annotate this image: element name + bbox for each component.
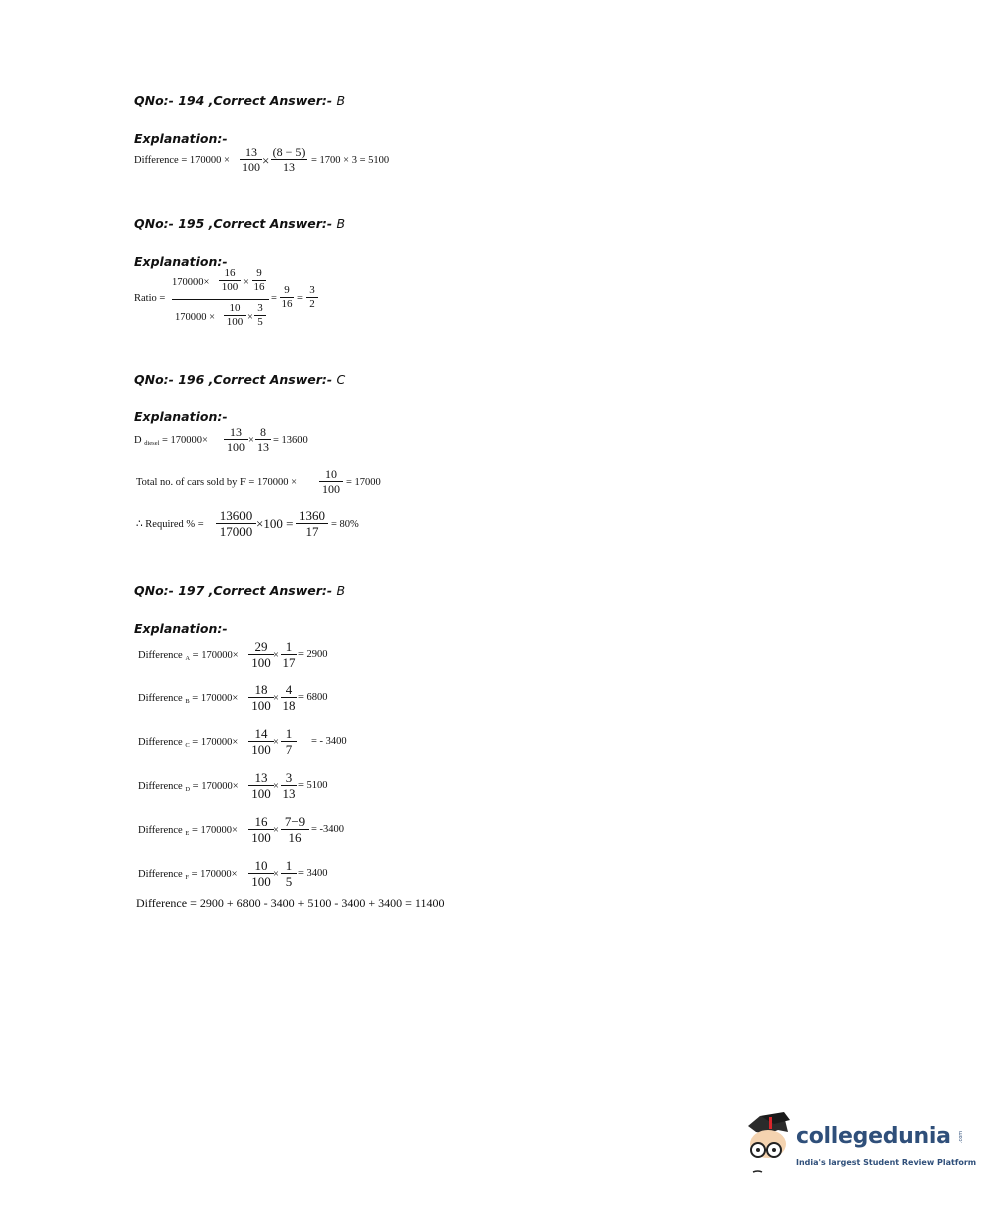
q195-top-times: × [243,277,249,288]
q197-row-fraction-1: 16 100 [248,815,274,844]
q197-row-label: Difference $_D$ = 170000× [138,781,239,793]
q194-lhs: Difference = 170000 × [134,155,230,166]
q194-fraction-2: (8 − 5) 13 [272,145,306,174]
brand-name: collegedunia [796,1124,951,1149]
q195-top-fraction-2: 9 16 [253,267,265,293]
q196-required-fraction-1: 13600 17000 [216,509,256,538]
q195-lhs: Ratio = [134,293,166,304]
question-header-197: QNo:- 197 ,Correct Answer:- B [134,583,346,598]
q197-row-fraction-1: 14 100 [248,727,274,756]
mascot-icon [748,1112,790,1172]
q197-row-fraction-1: 10 100 [248,859,274,888]
q195-top-fraction-1: 16 100 [219,268,241,293]
q194-times: × [262,153,270,168]
q197-row-fraction-2: 1 7 [281,727,297,756]
q197-row-label: Difference $_A$ = 170000× [138,650,239,662]
brand-tagline: India's largest Student Review Platform [796,1158,977,1167]
q196-required-rhs: = 80% [331,519,359,530]
q197-row-label: Difference $_C$ = 170000× [138,737,239,749]
question-header-196: QNo:- 196 ,Correct Answer:- C [134,372,346,387]
q197-total-difference: Difference = 2900 + 6800 - 3400 + 5100 - 3400 + 3400 = 11400 [136,896,445,910]
q196-required-label: ∴ Required % = [136,519,204,530]
q197-row-fraction-2: 3 13 [282,770,296,801]
q197-row-rhs: = 6800 [298,692,328,703]
q197-row-rhs: = 5100 [298,780,328,791]
explanation-label: Explanation:- [134,409,228,424]
q196-required-mid: ×100 = [256,516,294,531]
q196-required-fraction-2: 1360 17 [296,509,328,538]
q195-top-coefficient: 170000× [172,277,210,288]
q195-equals-1: = [271,293,277,304]
q196-diesel-fraction-1: 13 100 [224,426,248,453]
q196-diesel-times: × [248,435,254,446]
q197-row-times: × [273,781,279,792]
q197-row-times: × [273,869,279,880]
q197-row-label: Difference $_F$ = 170000× [138,869,238,881]
q194-rhs: = 1700 × 3 = 5100 [311,155,390,166]
q197-row-times: × [273,650,279,661]
explanation-label: Explanation:- [134,621,228,636]
q197-row-label: Difference $_E$ = 170000× [138,825,238,837]
q195-bottom-coefficient: 170000 × [175,312,216,323]
q197-row-fraction-1: 18 100 [248,683,274,712]
q197-row-label: Difference $_B$ = 170000× [138,693,239,705]
brand-suffix: .com [958,1130,965,1144]
q195-bottom-fraction-1: 10 100 [224,303,246,328]
q197-row-fraction-2: 1 17 [282,639,296,670]
question-header-195: QNo:- 195 ,Correct Answer:- B [134,216,346,231]
q197-row-fraction-2: 4 18 [282,682,296,713]
q197-row-fraction-1: 13 100 [248,771,274,800]
q197-row-rhs: = 2900 [298,649,328,660]
q197-row-fraction-2: 7−9 16 [281,815,309,844]
q195-main-fraction-bar [172,299,269,300]
q196-total-fraction: 10 100 [319,468,343,495]
q196-diesel-label: D $_{diesel}$ = 170000× [134,435,208,447]
q196-diesel-rhs: = 13600 [273,435,308,446]
q197-row-rhs: = 3400 [298,868,328,879]
q196-diesel-fraction-2: 8 13 [257,425,269,454]
explanation-label: Explanation:- [134,131,228,146]
q197-row-times: × [273,737,279,748]
q197-row-times: × [273,693,279,704]
q195-result-fraction-1: 9 16 [281,284,293,310]
q196-total-label: Total no. of cars sold by F = 170000 × [136,477,298,488]
q195-result-fraction-2: 3 2 [306,285,318,310]
q195-bottom-times: × [247,312,253,323]
q197-row-rhs: = - 3400 [311,736,347,747]
q197-row-fraction-2: 1 5 [281,859,297,888]
q196-total-rhs: = 17000 [346,477,381,488]
explanation-label: Explanation:- [134,254,228,269]
q195-equals-2: = [297,293,303,304]
q197-row-times: × [273,825,279,836]
q197-row-rhs: = -3400 [311,824,345,835]
q194-fraction-1: 13 100 [242,145,260,174]
q197-row-fraction-1: 29 100 [248,640,274,669]
q195-bottom-fraction-2: 3 5 [254,303,266,328]
question-header-194: QNo:- 194 ,Correct Answer:- B [134,93,346,108]
